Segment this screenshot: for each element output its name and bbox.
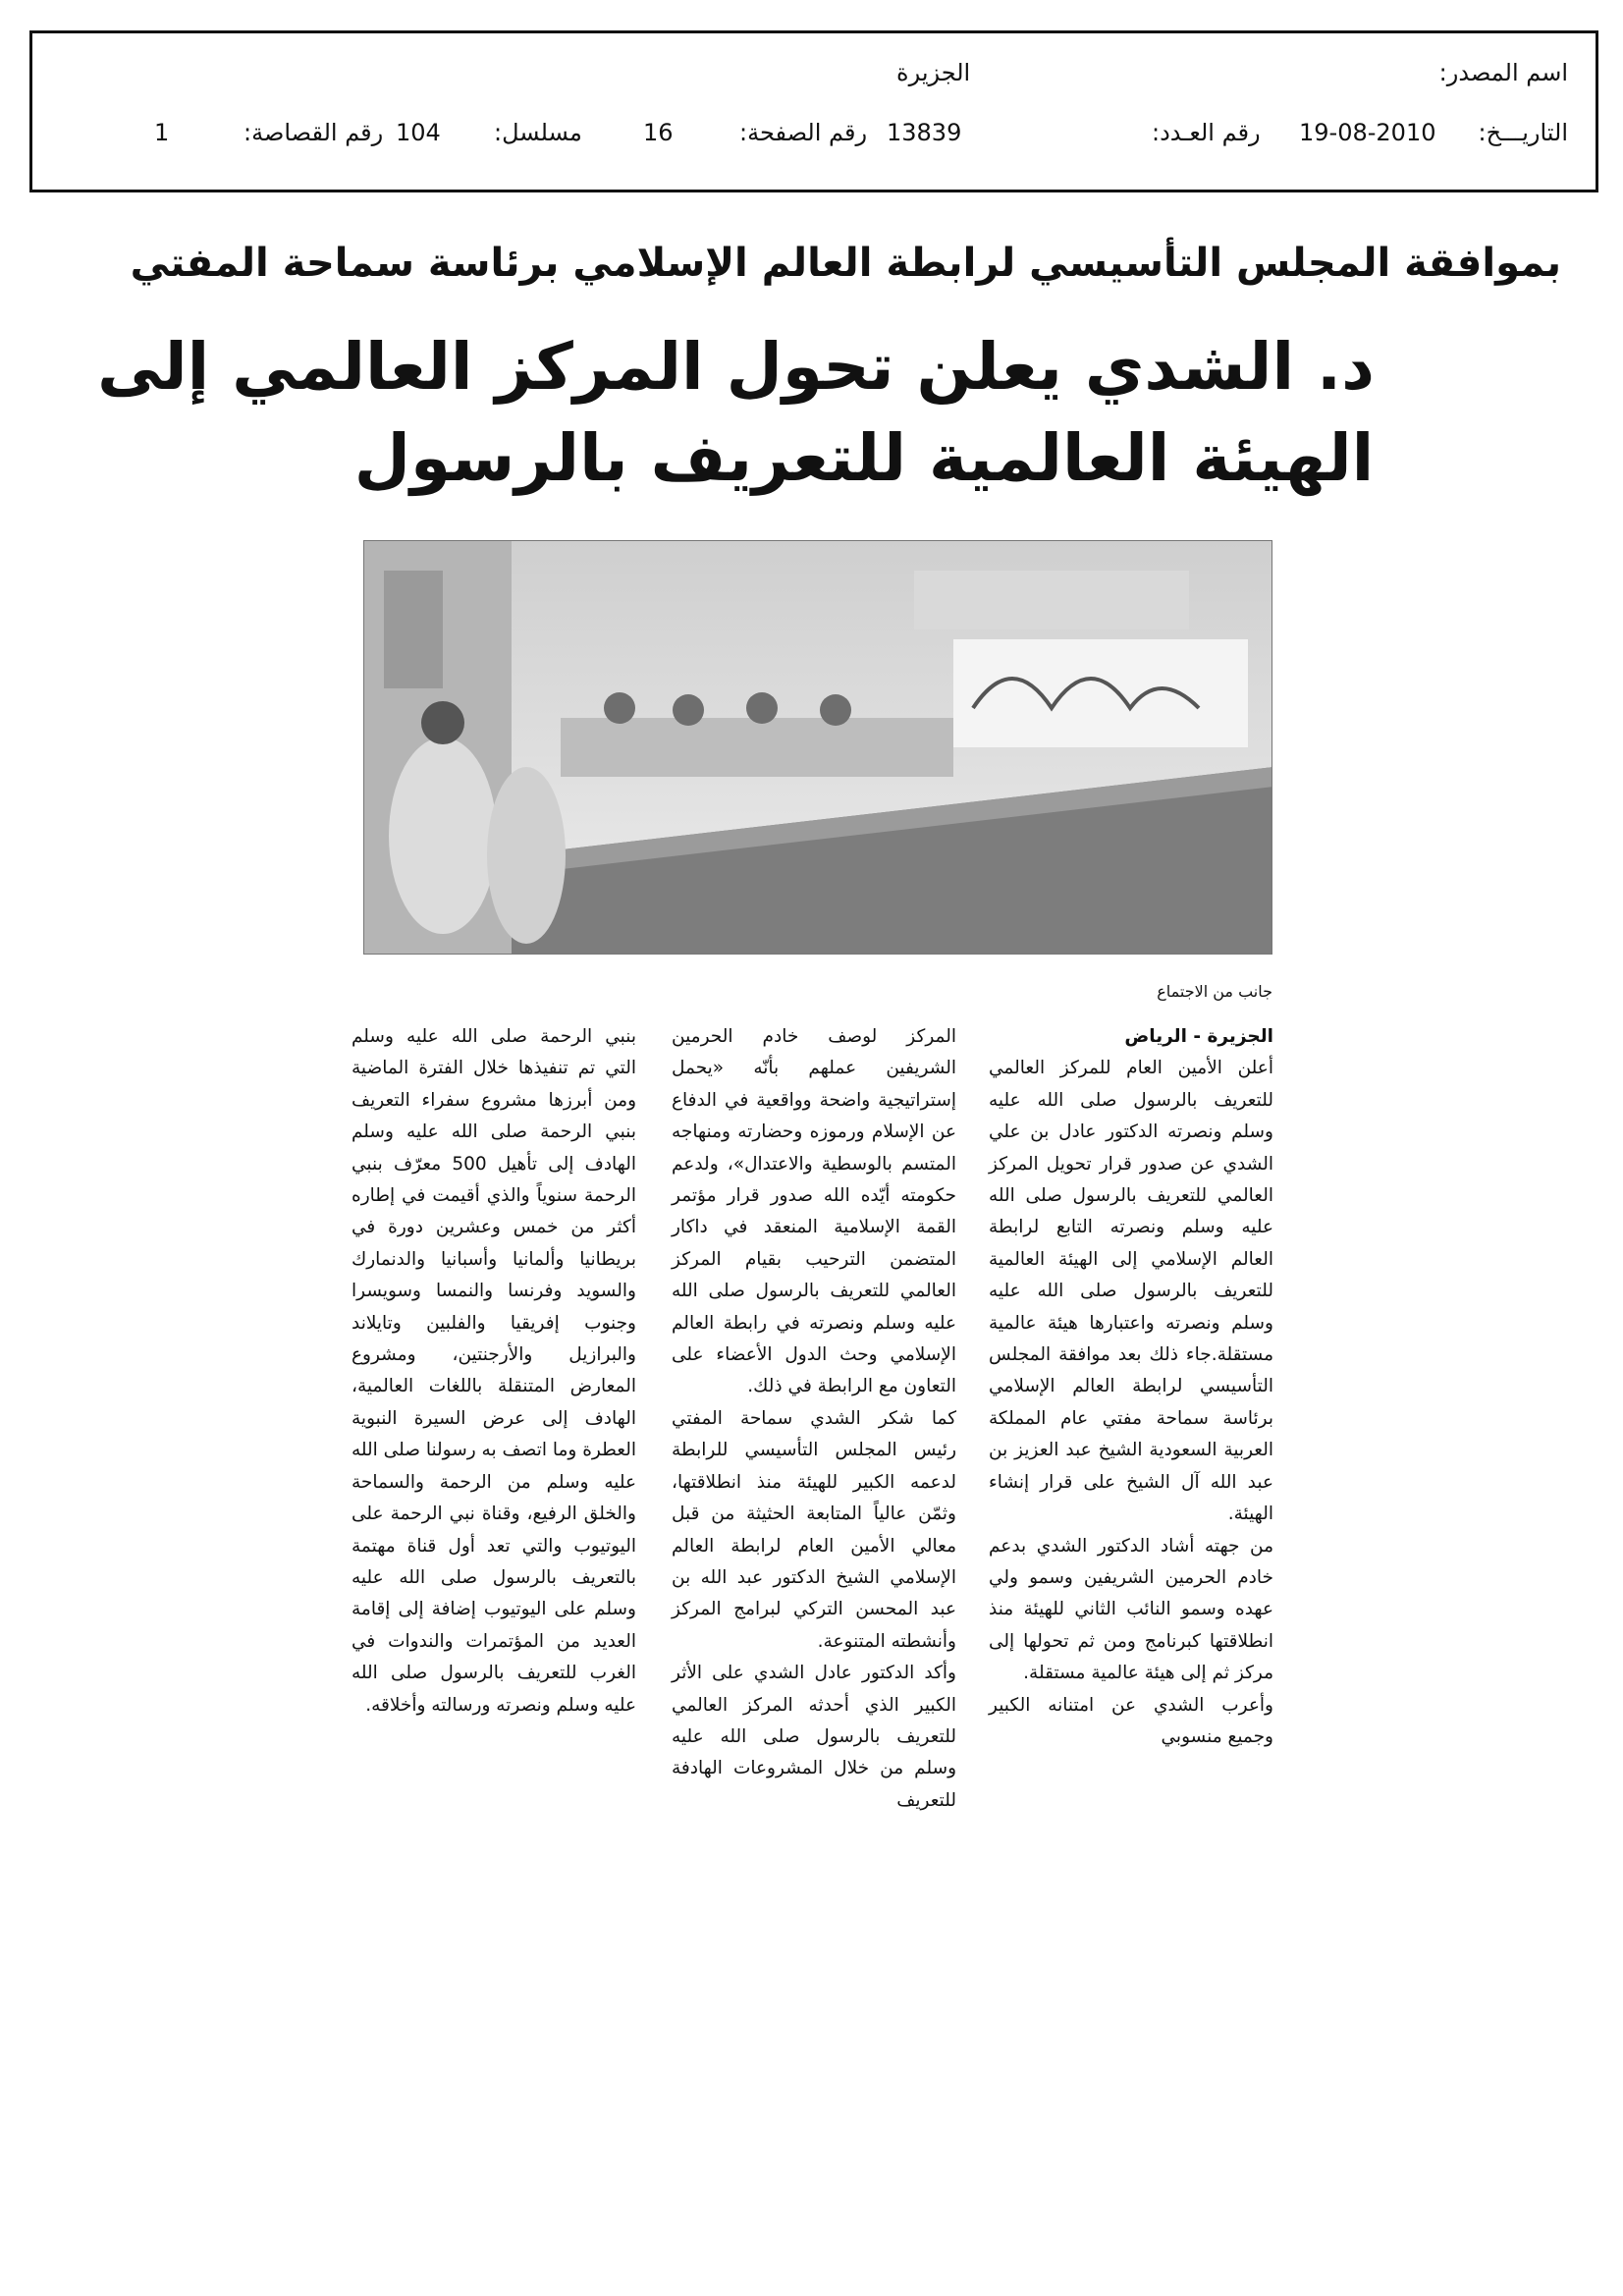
paragraph: وأعرب الشدي عن امتنانه الكبير وجميع منسوبي: [989, 1694, 1273, 1747]
dateline: الجزيرة - الرياض: [1124, 1026, 1273, 1047]
article-column-1: [989, 1021, 1273, 1753]
article-supertitle: بموافقة المجلس التأسيسي لرابطة العالم الإسلامي برئاسة سماحة المفتي: [130, 241, 1561, 286]
photo-caption: جانب من الاجتماع: [1157, 982, 1272, 1001]
meeting-photo: [363, 540, 1272, 955]
page-label: رقم الصفحة:: [739, 119, 868, 146]
clip-label: رقم القصاصة:: [243, 119, 384, 146]
headline-line-1: د. الشدي يعلن تحول المركز العالمي إلى: [97, 329, 1375, 405]
clip-value: 1: [154, 119, 170, 146]
paragraph: المركز لوصف خادم الحرمين الشريفين عملهم بأنّه «يحمل إستراتيجية واضحة وواقعية في الدفاع عن الإسلام ورموزه وحضارته ومنهاجه المتسم بالوسطية والاعتدال»، ولدعم حكومته أيّده الله صدور قرار مؤتمر القمة الإسلامية المنعقد في داكار المتضمن الترحيب بقيام المركز العالمي للتعريف بالرسول صلى الله عليه وسلم ونصرته في رابطة العالم الإسلامي وحث الدول الأعضاء على التعاون مع الرابطة في ذلك.: [672, 1026, 956, 1397]
paragraph: بنبي الرحمة صلى الله عليه وسلم التي تم تنفيذها خلال الفترة الماضية ومن أبرزها مشروع سفراء التعريف بنبي الرحمة صلى الله عليه وسلم الهادف إلى تأهيل 500 معرّف بنبي الرحمة سنوياً والذي أقيمت في إطاره أكثر من خمس وعشرين دورة في بريطانيا وألمانيا وأسبانيا والدنمارك والسويد وفرنسا والنمسا وسويسرا وجنوب إفريقيا والفلبين وتايلاند والبرازيل والأرجنتين، ومشروع المعارض المتنقلة باللغات العالمية، الهادف إلى عرض السيرة النبوية العطرة وما اتصف به رسولنا صلى الله عليه وسلم من الرحمة والسماحة والخلق الرفيع، وقناة نبي الرحمة على اليوتيوب والتي تعد أول قناة مهتمة بالتعريف بالرسول صلى الله عليه وسلم على اليوتيوب إضافة إلى إقامة العديد من المؤتمرات والندوات في الغرب للتعريف بالرسول صلى الله عليه وسلم ونصرته ورسالته وأخلاقه.: [351, 1026, 636, 1716]
headline-line-2: الهيئة العالمية للتعريف بالرسول: [353, 420, 1375, 496]
date-label: التاريـــخ:: [1478, 119, 1568, 146]
issue-value: 13839: [887, 119, 962, 146]
source-value: الجزيرة: [896, 59, 971, 86]
paragraph: كما شكر الشدي سماحة المفتي رئيس المجلس التأسيسي للرابطة لدعمه الكبير للهيئة منذ انطلاقتها، وثمّن عالياً المتابعة الحثيثة من قبل معالي الأمين العام لرابطة العالم الإسلامي الشيخ الدكتور عبد الله بن عبد المحسن التركي لبرامج المركز وأنشطته المتنوعة.: [672, 1407, 956, 1652]
source-label: اسم المصدر:: [1438, 59, 1568, 86]
date-value: 19-08-2010: [1299, 119, 1436, 146]
paragraph: وأكد الدكتور عادل الشدي على الأثر الكبير الذي أحدثه المركز العالمي للتعريف بالرسول صلى الله عليه وسلم من خلال المشروعات الهادفة للتعريف: [672, 1663, 956, 1811]
serial-value: 104: [396, 119, 441, 146]
paragraph: من جهته أشاد الدكتور الشدي بدعم خادم الحرمين الشريفين وسمو ولي عهده وسمو النائب الثاني للهيئة منذ انطلاقتها كبرنامج ومن ثم تحولها إلى مركز ثم إلى هيئة عالمية مستقلة.: [989, 1535, 1273, 1684]
page-value: 16: [643, 119, 674, 146]
paragraph: أعلن الأمين العام للمركز العالمي للتعريف بالرسول صلى الله عليه وسلم ونصرته الدكتور عادل بن علي الشدي عن صدور قرار تحويل المركز العالمي للتعريف بالرسول صلى الله عليه وسلم ونصرته التابع لرابطة العالم الإسلامي إلى الهيئة العالمية للتعريف بالرسول صلى الله عليه وسلم ونصرته واعتبارها هيئة عالمية مستقلة.جاء ذلك بعد موافقة المجلس التأسيسي لرابطة العالم الإسلامي برئاسة سماحة مفتي عام المملكة العربية السعودية الشيخ عبد العزيز بن عبد الله آل الشيخ على قرار إنشاء الهيئة.: [989, 1058, 1273, 1525]
meeting-photo-image: [364, 541, 1272, 955]
clipping-info-box: [29, 30, 1598, 192]
issue-label: رقم العـدد:: [1152, 119, 1261, 146]
article-column-3: [352, 1021, 636, 1722]
article-column-2: [672, 1021, 956, 1817]
serial-label: مسلسل:: [494, 119, 582, 146]
